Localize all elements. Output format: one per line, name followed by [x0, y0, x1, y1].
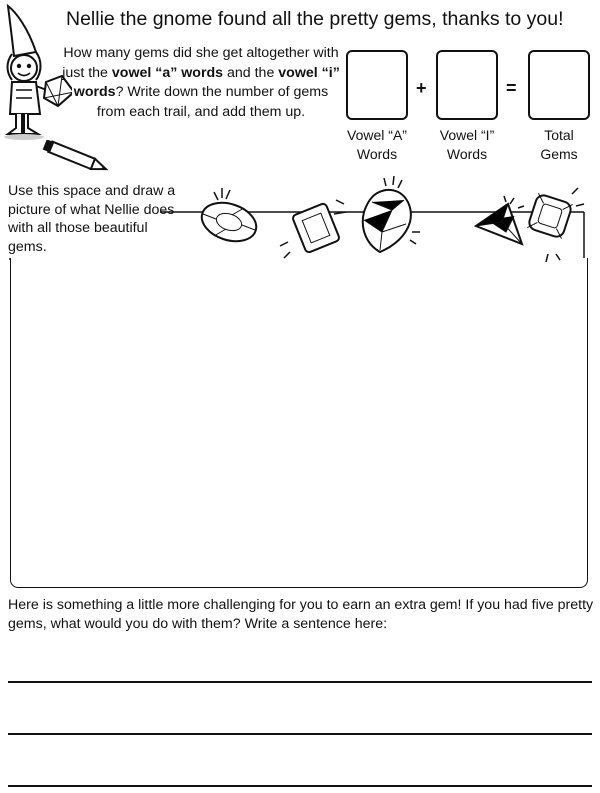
drawing-area[interactable] — [10, 258, 588, 588]
writing-line-3[interactable] — [8, 785, 592, 787]
oval-gem-icon — [197, 188, 261, 248]
emerald-cut-gem-icon — [280, 200, 346, 258]
equals-sign: = — [506, 78, 517, 98]
instructions-bold-vowel-i: vowel “i” words — [73, 64, 340, 100]
instructions-text — [62, 44, 340, 122]
trillion-gem-icon — [476, 196, 524, 244]
vowel-a-label-line-2: Words — [356, 146, 398, 162]
cushion-gem-icon — [527, 188, 584, 262]
challenge-text: Here is something a little more challenging for you to earn an extra gem! If you had five pretty gems, what would you do with them? Write a sentence here: — [8, 597, 594, 632]
vowel-a-label-line-1: Vowel “A” — [347, 127, 407, 143]
instructions-bold-vowel-a: vowel “a” words — [111, 64, 224, 81]
vowel-i-label-line-2: Words — [446, 146, 488, 162]
plus-sign: + — [416, 78, 427, 98]
gem-border — [0, 170, 600, 265]
writing-line-1[interactable] — [8, 681, 592, 683]
vowel-i-label — [422, 126, 512, 164]
writing-line-2[interactable] — [8, 733, 592, 735]
vowel-a-label — [332, 126, 422, 164]
vowel-i-label-line-1: Vowel “I” — [439, 127, 495, 143]
instructions-part-1: How many gems did she get altogether with just the — [62, 45, 339, 81]
total-gems-answer-box[interactable] — [528, 50, 590, 120]
pear-gem-icon — [363, 176, 420, 252]
vowel-a-answer-box[interactable] — [346, 50, 408, 120]
drawing-instructions: Use this space and draw a picture of what Nellie does with all those beautiful gems. — [8, 183, 176, 255]
total-gems-label — [514, 126, 600, 164]
instructions-part-2: and the — [223, 64, 279, 81]
total-gems-label-line-2: Gems — [540, 146, 578, 162]
page-title: Nellie the gnome found all the pretty gems, thanks to you! — [66, 8, 564, 30]
total-gems-label-line-1: Total — [544, 127, 574, 143]
vowel-i-answer-box[interactable] — [436, 50, 498, 120]
instructions-part-3: ? Write down the number of gems from each trail, and add them up. — [96, 84, 329, 120]
